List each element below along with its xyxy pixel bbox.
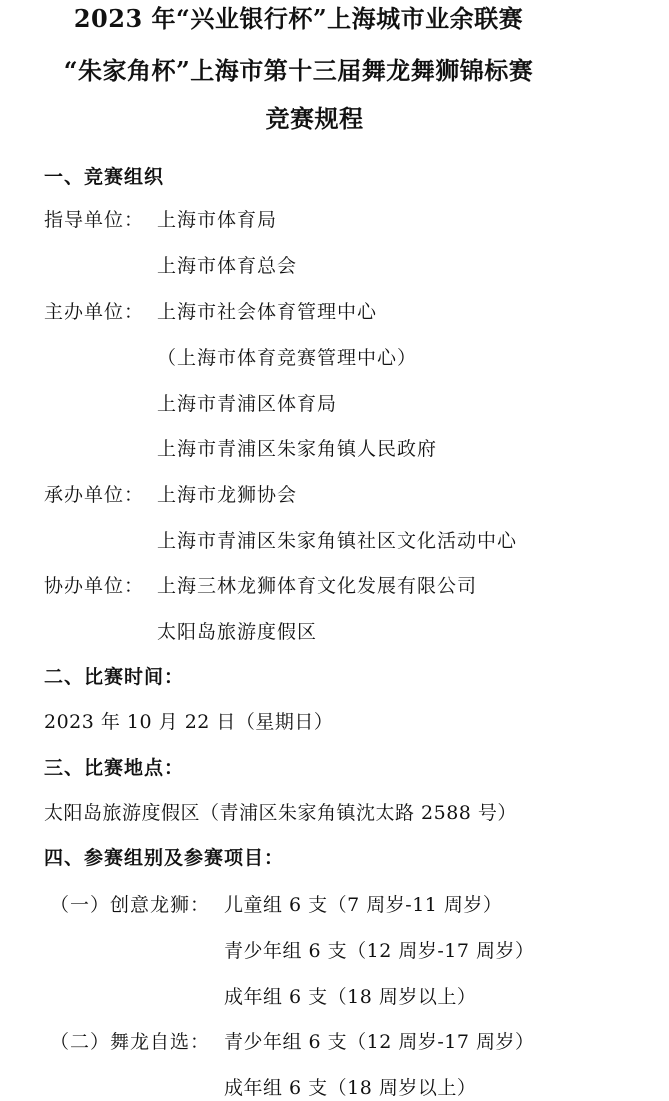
document-title-line-1: 2023 年“兴业银行杯”上海城市业余联赛 [73,4,524,33]
dragon-optional-group: 青少年组 6 支（12 周岁-17 周岁） [224,1031,535,1053]
section-heading-organization: 一、竞赛组织 [44,166,165,188]
creative-lion-group: 成年组 6 支（18 周岁以上） [224,986,477,1008]
coorganizer-unit: 太阳岛旅游度假区 [157,621,318,643]
guidance-label: 指导单位： [44,209,145,231]
dragon-optional-label: （二）舞龙自选： [50,1031,211,1053]
document-title-line-2: “朱家角杯”上海市第十三届舞龙舞狮锦标赛 [63,56,534,85]
section-heading-time: 二、比赛时间： [44,666,185,688]
host-unit: 上海市青浦区朱家角镇人民政府 [157,438,438,460]
creative-lion-group: 儿童组 6 支（7 周岁-11 周岁） [224,894,503,916]
guidance-unit: 上海市体育总会 [157,255,298,277]
document-title-line-3: 竞赛规程 [265,104,364,133]
host-unit: 上海市社会体育管理中心 [157,301,378,323]
match-date: 2023 年 10 月 22 日（星期日） [44,711,334,733]
guidance-unit: 上海市体育局 [157,209,278,231]
host-unit: 上海市青浦区体育局 [157,393,338,415]
creative-lion-group: 青少年组 6 支（12 周岁-17 周岁） [224,940,535,962]
coorganizer-label: 协办单位： [44,575,145,597]
match-venue: 太阳岛旅游度假区（青浦区朱家角镇沈太路 2588 号） [44,802,517,824]
organizer-label: 承办单位： [44,484,145,506]
section-heading-venue: 三、比赛地点： [44,757,185,779]
coorganizer-unit: 上海三林龙狮体育文化发展有限公司 [157,575,478,597]
dragon-optional-group: 成年组 6 支（18 周岁以上） [224,1077,477,1099]
creative-lion-label: （一）创意龙狮： [50,894,211,916]
host-label: 主办单位： [44,301,145,323]
organizer-unit: 上海市青浦区朱家角镇社区文化活动中心 [157,530,518,552]
organizer-unit: 上海市龙狮协会 [157,484,298,506]
section-heading-groups: 四、参赛组别及参赛项目： [44,847,285,869]
host-unit: （上海市体育竞赛管理中心） [157,347,418,369]
